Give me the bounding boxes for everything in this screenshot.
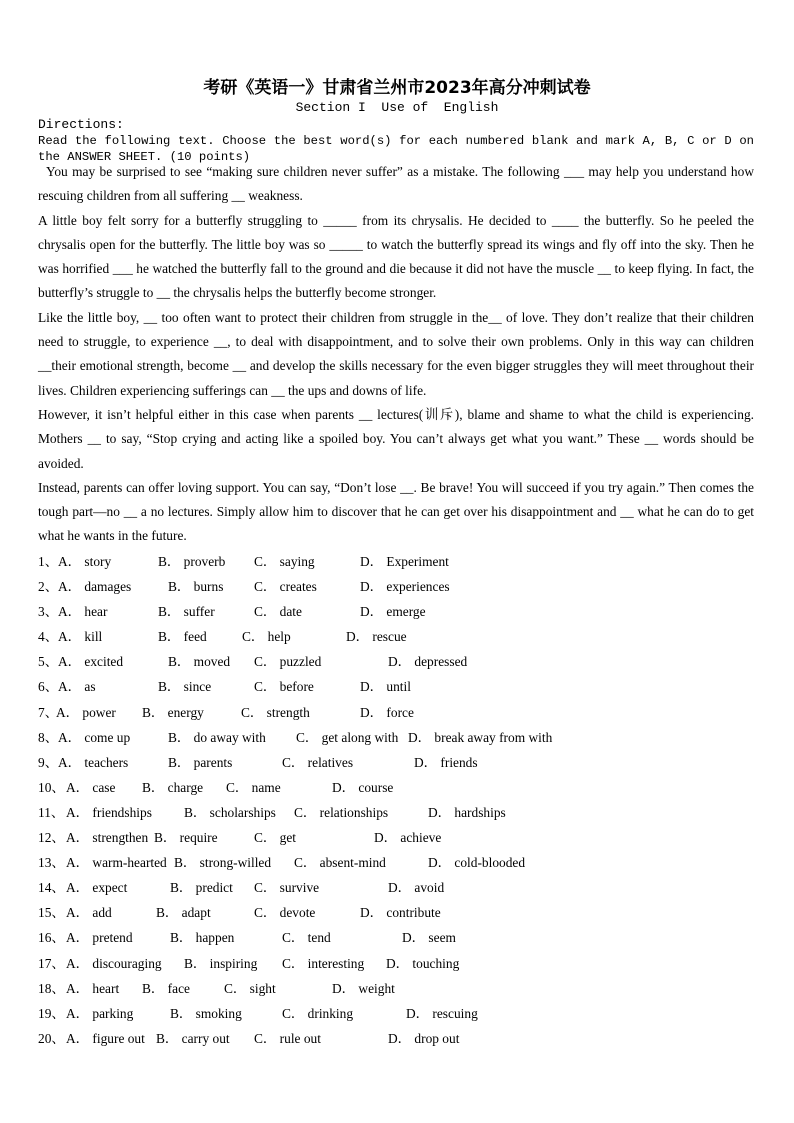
question-number: 4、 [38, 629, 59, 645]
option-a: A． warm-hearted [66, 855, 167, 871]
option-b: B． energy [142, 704, 204, 720]
option-c: C． relationships [294, 804, 389, 820]
option-a: A． hear [58, 604, 108, 620]
question-row [38, 925, 754, 950]
option-d: D． avoid [388, 880, 445, 896]
option-b: B． smoking [170, 1005, 242, 1021]
option-a: A． excited [58, 654, 124, 670]
question-row [38, 850, 754, 875]
option-c: C． tend [282, 930, 331, 946]
directions-text: Read the following text. Choose the best word(s) for each numbered blank and mark A, B, C or D on the ANSWER SHEET. (10 points) [38, 134, 754, 164]
option-b: B． do away with [168, 729, 266, 745]
question-number: 15、 [38, 905, 65, 921]
option-c: C． get [254, 830, 297, 846]
question-row [38, 674, 754, 699]
option-c: C． name [226, 779, 281, 795]
question-number: 20、 [38, 1030, 65, 1046]
option-d: D． contribute [360, 905, 441, 921]
option-b: B． feed [158, 629, 207, 645]
question-row [38, 549, 754, 574]
question-row [38, 574, 754, 599]
option-b: B． predict [170, 880, 233, 896]
question-row [38, 775, 754, 800]
option-a: A． power [56, 704, 116, 720]
option-a: A． heart [66, 980, 120, 996]
question-number: 18、 [38, 980, 65, 996]
question-number: 11、 [38, 804, 65, 820]
question-number: 6、 [38, 679, 59, 695]
option-c: C． saying [254, 554, 315, 569]
question-row [38, 825, 754, 850]
question-number: 19、 [38, 1005, 65, 1021]
option-d: D． depressed [388, 654, 468, 670]
option-b: B． charge [142, 779, 204, 795]
option-b: B． suffer [158, 604, 215, 620]
option-d: D． Experiment [360, 554, 449, 569]
reading-passage [38, 160, 754, 549]
option-c: C． get along with [296, 729, 399, 745]
question-row [38, 750, 754, 775]
option-d: D． drop out [388, 1030, 460, 1046]
option-b: B． parents [168, 754, 233, 770]
option-a: A． damages [58, 579, 132, 595]
option-a: A． friendships [66, 804, 152, 820]
option-b: B． since [158, 679, 212, 695]
option-c: C． absent-mind [294, 855, 386, 871]
option-c: C． date [254, 604, 302, 620]
option-d: D． rescuing [406, 1005, 478, 1021]
option-d: D． achieve [374, 830, 442, 846]
question-row [38, 1026, 754, 1051]
question-row [38, 875, 754, 900]
option-d: D． weight [332, 980, 395, 996]
question-row [38, 1001, 754, 1026]
option-d: D． touching [386, 955, 460, 971]
question-row [38, 649, 754, 674]
page-title: 考研《英语一》甘肃省兰州市2023年高分冲刺试卷 [203, 78, 591, 98]
option-d: D． emerge [360, 604, 426, 620]
option-a: A． case [66, 779, 116, 795]
option-b: B． moved [168, 654, 231, 670]
question-number: 14、 [38, 880, 65, 896]
option-c: C． sight [224, 980, 276, 996]
option-a: A． add [66, 905, 112, 921]
option-b: B． carry out [156, 1030, 230, 1046]
question-row [38, 900, 754, 925]
option-c: C． devote [254, 905, 316, 921]
option-d: D． force [360, 704, 414, 720]
option-c: C． puzzled [254, 654, 322, 670]
question-row [38, 976, 754, 1001]
option-a: A． come up [58, 729, 131, 745]
option-d: D． friends [414, 754, 478, 770]
question-number: 8、 [38, 729, 59, 745]
option-c: C． before [254, 679, 314, 695]
question-row [38, 599, 754, 624]
option-a: A． strengthen [66, 830, 149, 846]
option-c: C． drinking [282, 1005, 354, 1021]
passage-paragraph: You may be surprised to see “making sure children never suffer” as a mistake. The following ___ may help you understand how rescuing children from all suffering __ weakness. [38, 164, 754, 204]
question-number: 2、 [38, 579, 59, 595]
option-c: C． help [242, 629, 291, 645]
question-number: 5、 [38, 654, 59, 670]
option-b: B． strong-willed [174, 855, 272, 871]
passage-paragraph: Instead, parents can offer loving support. You can say, “Don’t lose __. Be brave! You will succeed if you try again.” Then comes the tough part—no __ a no lectures. Simply allow him to discover that he can get over his disappointment and __ what he can do to get what he wants in the future. [38, 479, 754, 544]
question-number: 17、 [38, 955, 65, 971]
question-row [38, 700, 754, 725]
option-b: B． require [154, 830, 218, 846]
passage-paragraph: Like the little boy, __ too often want to protect their children from struggle in the__ of love. They don’t realize that their children need to struggle, to experience __, to deal with disappointment, and to solve their own problems. Only in this way can children __their emotional strength, become __ and develop the skills necessary for the even bigger struggles they will meet throughout their lives. Children experiencing sufferings can __ the ups and downs of life. [38, 309, 754, 398]
question-number: 12、 [38, 830, 65, 846]
option-b: B． burns [168, 579, 224, 595]
question-row [38, 725, 754, 750]
question-row [38, 624, 754, 649]
passage-paragraph: A little boy felt sorry for a butterfly struggling to _____ from its chrysalis. He decided to ____ the butterfly. So he peeled the chrysalis open for the butterfly. The little boy was so _____ to watch the butterfly spread its wings and fly off into the sky. Then he was horrified ___ he watched the butterfly fall to the ground and die because it did not have the muscle __ to keep flying. In fact, the butterfly’s struggle to __ the chrysalis helps the butterfly become stronger. [38, 212, 754, 301]
passage-paragraph: However, it isn’t helpful either in this case when parents __ lectures(训斥), blame and shame to what the child is experiencing. Mothers __ to say, “Stop crying and acting like a spoiled boy. You can’t always get what you want.” These __ words should be avoided. [38, 406, 754, 471]
option-a: A． parking [66, 1005, 134, 1021]
option-c: C． interesting [282, 955, 365, 971]
option-c: C． creates [254, 579, 317, 595]
option-b: B． happen [170, 930, 235, 946]
option-b: B． face [142, 980, 190, 996]
option-b: B． scholarships [184, 804, 276, 820]
question-row [38, 951, 754, 976]
option-d: D． hardships [428, 804, 506, 820]
option-a: A． expect [66, 880, 128, 896]
option-d: D． seem [402, 930, 456, 946]
option-a: A． pretend [66, 930, 133, 946]
directions-label: Directions: [38, 117, 124, 132]
option-a: A． kill [58, 629, 103, 645]
option-d: D． rescue [346, 629, 407, 645]
option-d: D． course [332, 779, 394, 795]
option-c: C． relatives [282, 754, 354, 770]
option-d: D． break away from with [408, 729, 553, 745]
question-row [38, 800, 754, 825]
question-options-list [38, 549, 754, 1051]
option-b: B． inspiring [184, 955, 258, 971]
option-c: C． strength [241, 704, 310, 720]
question-number: 10、 [38, 779, 65, 795]
option-a: A． story [58, 554, 112, 569]
option-c: C． survive [254, 880, 320, 896]
question-number: 1、 [38, 554, 59, 569]
option-d: D． experiences [360, 579, 450, 595]
option-b: B． proverb [158, 554, 226, 569]
question-number: 16、 [38, 930, 65, 946]
option-c: C． rule out [254, 1030, 321, 1046]
option-a: A． figure out [66, 1030, 145, 1046]
question-number: 3、 [38, 604, 59, 620]
question-number: 7、 [38, 704, 59, 720]
option-a: A． as [58, 679, 96, 695]
option-d: D． until [360, 679, 411, 695]
section-heading: Section I Use of English [295, 100, 499, 115]
option-a: A． discouraging [66, 955, 162, 971]
question-number: 13、 [38, 855, 65, 871]
question-number: 9、 [38, 754, 59, 770]
option-d: D． cold-blooded [428, 855, 526, 871]
option-b: B． adapt [156, 905, 211, 921]
option-a: A． teachers [58, 754, 129, 770]
